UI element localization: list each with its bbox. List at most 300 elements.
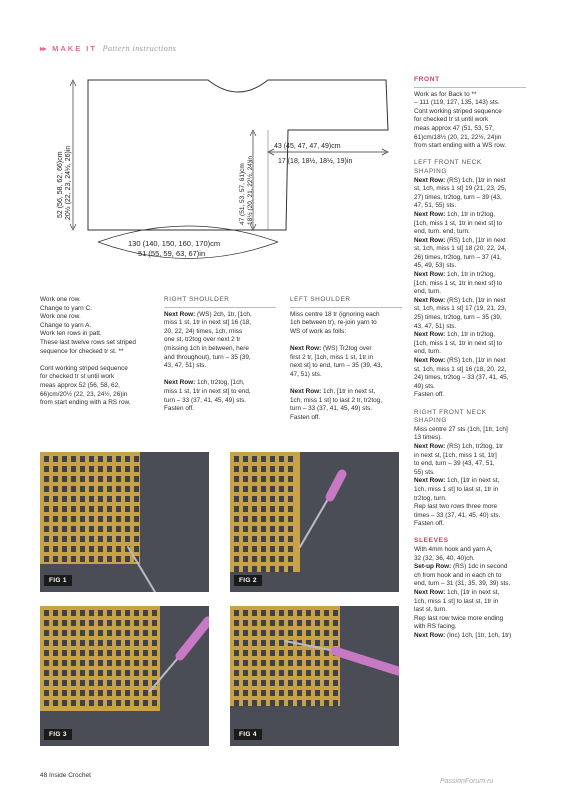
mesh-hole — [288, 690, 293, 696]
mesh-hole — [71, 610, 76, 616]
mesh-hole — [89, 660, 94, 666]
mesh-hole — [107, 466, 112, 472]
mesh-hole — [44, 556, 49, 562]
mesh-hole — [107, 546, 112, 552]
row-label: Next Row: — [164, 310, 196, 318]
text-line: meas approx 47 (51, 53, 57, — [414, 124, 494, 132]
mesh-hole — [315, 690, 320, 696]
mesh-hole — [143, 640, 148, 646]
mesh-hole — [252, 456, 257, 462]
mesh-hole — [279, 630, 284, 636]
mesh-hole — [53, 610, 58, 616]
text-line: LEFT FRONT NECK — [414, 159, 482, 167]
mesh-hole — [71, 496, 76, 502]
mesh-hole — [134, 700, 139, 706]
bottom-width-label: 130 (140, 150, 160, 170)cm — [128, 239, 221, 248]
text-line: end, turn – 31 (31, 35, 39, 39) sts. — [414, 580, 511, 588]
mesh-hole — [288, 466, 293, 472]
mesh-hole — [44, 610, 49, 616]
mesh-hole — [270, 670, 275, 676]
mesh-hole — [134, 670, 139, 676]
text-line: st, 1ch, miss 1 st] 17 (19, 21, 23, — [414, 305, 507, 313]
mesh-hole — [125, 466, 130, 472]
text-line: Fasten off. — [164, 405, 195, 413]
mesh-hole — [270, 546, 275, 552]
mesh-hole — [143, 630, 148, 636]
text-line — [290, 388, 410, 397]
mesh-hole — [53, 620, 58, 626]
text-line: meas approx 52 (56, 58, 62, — [40, 381, 120, 389]
mesh-hole — [44, 456, 49, 462]
mesh-hole — [80, 506, 85, 512]
row-text: (WS) Tr2tog over — [321, 344, 372, 352]
mesh-hole — [62, 536, 67, 542]
mesh-hole — [44, 680, 49, 686]
mesh-hole — [297, 670, 302, 676]
mesh-hole — [234, 496, 239, 502]
mesh-hole — [89, 456, 94, 462]
mesh-hole — [143, 680, 148, 686]
height-mid-in-label: 18½ (20, 21, 22½, 24)in — [247, 155, 254, 225]
mesh-hole — [143, 690, 148, 696]
mesh-hole — [261, 456, 266, 462]
mesh-hole — [62, 546, 67, 552]
mesh-hole — [243, 556, 248, 562]
mesh-hole — [116, 456, 121, 462]
mesh-hole — [134, 650, 139, 656]
mesh-hole — [125, 456, 130, 462]
mesh-hole — [261, 486, 266, 492]
mesh-hole — [261, 610, 266, 616]
mesh-hole — [62, 660, 67, 666]
width-top-in-label: 17 (18, 18½, 18½, 19)in — [278, 158, 353, 165]
row-text: 1ch, 1tr in tr2tog, — [445, 271, 495, 279]
mesh-hole — [297, 620, 302, 626]
text-line: With 4mm hook and yarn A, — [414, 546, 493, 554]
text-line — [414, 237, 532, 246]
mesh-hole — [125, 660, 130, 666]
mesh-hole — [252, 630, 257, 636]
text-line — [414, 357, 532, 366]
mesh-hole — [107, 526, 112, 532]
mesh-hole — [288, 476, 293, 482]
mesh-hole — [333, 630, 338, 636]
mesh-hole — [234, 556, 239, 562]
text-line: first 2 tr, [1ch, miss 1 st, 1tr in — [290, 353, 374, 361]
text-line: Change to yarn C. — [40, 304, 92, 312]
mesh-hole — [288, 650, 293, 656]
text-line: SHAPING — [414, 417, 447, 425]
row-text: (RS) 1ch, [1tr in next — [445, 296, 506, 304]
mesh-hole — [288, 486, 293, 492]
row-text: (RS) 1dc in second — [451, 563, 508, 571]
text-line: 47, 51, 55) sts. — [414, 202, 457, 210]
mesh-hole — [152, 650, 157, 656]
text-line: Miss centre 18 tr (ignoring each — [290, 310, 380, 318]
mesh-hole — [125, 516, 130, 522]
mesh-hole — [252, 700, 257, 706]
text-line: Fasten off. — [290, 413, 321, 421]
mesh-hole — [270, 640, 275, 646]
mesh-hole — [252, 680, 257, 686]
text-line: times – 33 (37, 41, 45, 40) sts. — [414, 511, 501, 519]
mesh-hole — [125, 496, 130, 502]
mesh-hole — [152, 700, 157, 706]
text-line: Fasten off. — [414, 391, 445, 399]
page-footer — [40, 772, 91, 779]
mesh-hole — [279, 516, 284, 522]
left-shoulder-column — [290, 296, 410, 422]
row-text: (WS) 2ch, 1tr, [1ch, — [195, 310, 252, 318]
divider — [290, 307, 402, 308]
text-line: [1ch, miss 1 st, 1tr in next st] to — [414, 219, 503, 227]
mesh-hole — [71, 546, 76, 552]
mesh-hole — [62, 486, 67, 492]
mesh-hole — [71, 536, 76, 542]
mesh-hole — [261, 496, 266, 502]
mesh-hole — [134, 506, 139, 512]
mesh-hole — [297, 610, 302, 616]
text-line: Work one row. — [40, 296, 81, 303]
mesh-hole — [252, 526, 257, 532]
mesh-hole — [234, 610, 239, 616]
mesh-hole — [71, 690, 76, 696]
mesh-hole — [44, 496, 49, 502]
text-line: These last twelve rows set striped — [40, 338, 136, 346]
mesh-hole — [288, 456, 293, 462]
mesh-hole — [80, 640, 85, 646]
mesh-hole — [288, 630, 293, 636]
mesh-hole — [53, 506, 58, 512]
mesh-hole — [279, 690, 284, 696]
mesh-hole — [53, 640, 58, 646]
fig-4-label: FIG 4 — [234, 729, 262, 740]
mesh-hole — [80, 680, 85, 686]
mesh-hole — [125, 486, 130, 492]
text-line: FRONT — [414, 76, 440, 83]
mesh-hole — [261, 526, 266, 532]
mesh-hole — [116, 516, 121, 522]
mesh-hole — [125, 680, 130, 686]
mesh-hole — [279, 496, 284, 502]
text-line: 24) times, tr2tog – 33 (37, 41, 45, — [414, 374, 509, 382]
mesh-hole — [143, 610, 148, 616]
text-line — [414, 177, 532, 186]
text-line: – 111 (119, 127, 135, 143) sts. — [414, 99, 500, 107]
mesh-hole — [125, 640, 130, 646]
mesh-hole — [270, 476, 275, 482]
mesh-hole — [125, 620, 130, 626]
row-label: Next Row: — [414, 271, 446, 279]
mesh-hole — [125, 556, 130, 562]
mesh-hole — [288, 506, 293, 512]
mesh-hole — [71, 670, 76, 676]
mesh-hole — [80, 526, 85, 532]
mesh-hole — [243, 640, 248, 646]
text-line: sequence for checked tr st. ** — [40, 347, 124, 355]
mesh-hole — [315, 620, 320, 626]
mesh-hole — [80, 476, 85, 482]
mesh-hole — [44, 526, 49, 532]
text-line: 27) times, tr2tog, turn – 39 (43, — [414, 193, 502, 201]
text-line — [290, 345, 410, 354]
mesh-hole — [306, 660, 311, 666]
row-text: (RS) 1ch, tr2tog, 1tr — [445, 442, 504, 450]
text-line: WS of work as folls: — [290, 327, 347, 335]
mesh-hole — [152, 610, 157, 616]
mesh-hole — [279, 546, 284, 552]
mesh-hole — [53, 670, 58, 676]
text-line: 66)cm/20½ (22, 23, 24½, 26)in — [40, 390, 128, 398]
mesh-hole — [306, 610, 311, 616]
mesh-hole — [134, 456, 139, 462]
mesh-hole — [234, 546, 239, 552]
mesh-hole — [243, 620, 248, 626]
photo-fig-2 — [230, 452, 399, 592]
text-line — [164, 379, 284, 388]
mesh-hole — [270, 630, 275, 636]
text-line: last st, turn. — [414, 606, 448, 614]
mesh-hole — [116, 620, 121, 626]
mesh-hole — [80, 690, 85, 696]
mesh-hole — [288, 670, 293, 676]
mesh-hole — [98, 670, 103, 676]
mesh-hole — [243, 526, 248, 532]
mesh-hole — [80, 496, 85, 502]
mesh-hole — [234, 640, 239, 646]
mesh-hole — [53, 660, 58, 666]
mesh-hole — [62, 526, 67, 532]
row-label: Next Row: — [164, 379, 196, 387]
text-line: 47, 51) sts. — [290, 370, 322, 378]
mesh-hole — [116, 660, 121, 666]
text-line: Cont working striped sequence — [40, 364, 128, 372]
mesh-hole — [143, 650, 148, 656]
row-label: Next Row: — [290, 344, 322, 352]
mesh-hole — [44, 536, 49, 542]
mesh-hole — [252, 476, 257, 482]
mesh-hole — [80, 660, 85, 666]
mesh-hole — [62, 630, 67, 636]
mesh-hole — [44, 700, 49, 706]
mesh-hole — [107, 610, 112, 616]
mesh-hole — [62, 610, 67, 616]
mesh-hole — [279, 506, 284, 512]
mesh-hole — [152, 640, 157, 646]
mesh-hole — [243, 516, 248, 522]
mesh-hole — [143, 620, 148, 626]
text-line: 43, 47, 51) sts. — [164, 362, 207, 370]
mesh-hole — [234, 660, 239, 666]
text-line: 25) times, tr2tog, turn – 35 (39, — [414, 314, 502, 322]
row-label: Next Row: — [414, 632, 446, 639]
divider — [414, 87, 526, 88]
mesh-hole — [234, 456, 239, 462]
mesh-hole — [297, 630, 302, 636]
mesh-hole — [288, 536, 293, 542]
mesh-hole — [252, 650, 257, 656]
mesh-hole — [252, 690, 257, 696]
text-line: 26) times, tr2tog, turn – 37 (41, — [414, 253, 502, 261]
mesh-hole — [134, 466, 139, 472]
mesh-hole — [234, 700, 239, 706]
mesh-hole — [315, 610, 320, 616]
front-and-sleeves-column — [414, 76, 532, 641]
mesh-hole — [71, 650, 76, 656]
mesh-hole — [234, 566, 239, 572]
mesh-hole — [98, 610, 103, 616]
mesh-hole — [143, 700, 148, 706]
mesh-hole — [243, 610, 248, 616]
text-line — [414, 331, 532, 340]
text-line: Rep last row twice more ending — [414, 614, 504, 622]
mesh-hole — [107, 660, 112, 666]
mesh-hole — [80, 516, 85, 522]
mesh-hole — [279, 610, 284, 616]
mesh-hole — [53, 650, 58, 656]
mesh-hole — [98, 456, 103, 462]
mesh-hole — [315, 670, 320, 676]
row-text: 1ch, [1tr in next st, — [321, 387, 376, 395]
mesh-hole — [62, 476, 67, 482]
mesh-hole — [279, 476, 284, 482]
mesh-hole — [297, 680, 302, 686]
mesh-hole — [98, 516, 103, 522]
mesh-hole — [306, 690, 311, 696]
mesh-hole — [152, 620, 157, 626]
mesh-hole — [80, 670, 85, 676]
mesh-hole — [270, 620, 275, 626]
mesh-hole — [44, 670, 49, 676]
mesh-hole — [80, 700, 85, 706]
row-label: Next Row: — [414, 236, 446, 244]
mesh-hole — [252, 486, 257, 492]
text-line: st, 1ch, miss 1 st] 16 (18, 20, 22, — [414, 365, 507, 373]
mesh-hole — [279, 466, 284, 472]
mesh-hole — [89, 516, 94, 522]
mesh-hole — [116, 466, 121, 472]
mesh-hole — [261, 690, 266, 696]
mesh-hole — [279, 680, 284, 686]
text-line: st, 1ch, miss 1 st] 18 (20, 22, 24, — [414, 245, 507, 253]
mesh-hole — [98, 690, 103, 696]
mesh-hole — [306, 620, 311, 626]
mesh-hole — [261, 506, 266, 512]
mesh-hole — [89, 496, 94, 502]
mesh-hole — [62, 700, 67, 706]
mesh-hole — [62, 640, 67, 646]
mesh-hole — [134, 610, 139, 616]
row-label: Next Row: — [414, 589, 446, 597]
mesh-hole — [44, 546, 49, 552]
mesh-hole — [116, 476, 121, 482]
left-shoulder-heading: LEFT SHOULDER — [290, 296, 351, 303]
mesh-hole — [243, 690, 248, 696]
mesh-hole — [116, 650, 121, 656]
mesh-hole — [152, 630, 157, 636]
mesh-hole — [134, 630, 139, 636]
mesh-hole — [333, 610, 338, 616]
mesh-hole — [89, 630, 94, 636]
text-line: 55) sts. — [414, 468, 435, 476]
text-line: st, 1ch, miss 1 st] 19 (21, 23, 25, — [414, 185, 507, 193]
mesh-hole — [53, 630, 58, 636]
mesh-hole — [243, 670, 248, 676]
mesh-hole — [315, 700, 320, 706]
mesh-hole — [71, 526, 76, 532]
height-mid-label: 47 (51, 53, 57, 61)cm — [239, 163, 246, 225]
mesh-hole — [98, 506, 103, 512]
mesh-hole — [116, 690, 121, 696]
mesh-hole — [315, 680, 320, 686]
mesh-hole — [98, 546, 103, 552]
text-line: Work one row. — [40, 313, 81, 321]
text-line: 32 (32, 36, 40, 40)ch. — [414, 554, 475, 562]
mesh-hole — [234, 486, 239, 492]
row-text: 1ch, 1tr in tr2tog, — [445, 331, 495, 339]
mesh-hole — [62, 690, 67, 696]
mesh-hole — [243, 506, 248, 512]
photo-fig-3 — [40, 606, 209, 746]
mesh-hole — [279, 526, 284, 532]
text-line: miss 1 st, 1tr in next st] 16 (18, — [164, 319, 252, 327]
mesh-hole — [125, 670, 130, 676]
text-line: 1ch, miss 1 st] to last 2 tr, tr2tog, — [290, 396, 382, 404]
text-line: Miss centre 27 sts (1ch, [1tr, 1ch] — [414, 425, 508, 433]
photo-fig-1 — [40, 452, 209, 592]
mesh-hole — [71, 700, 76, 706]
mesh-hole — [252, 496, 257, 502]
mesh-hole — [98, 700, 103, 706]
mesh-hole — [243, 630, 248, 636]
mesh-hole — [98, 620, 103, 626]
mesh-hole — [152, 690, 157, 696]
mesh-hole — [324, 690, 329, 696]
mesh-hole — [288, 700, 293, 706]
text-line: ch from hook and in each ch to — [414, 571, 502, 579]
mesh-hole — [243, 536, 248, 542]
text-line: turn – 33 (37, 41, 45, 49) sts. — [290, 405, 373, 413]
mesh-hole — [134, 486, 139, 492]
mesh-hole — [44, 650, 49, 656]
text-line — [414, 477, 532, 486]
mesh-hole — [134, 536, 139, 542]
text-line: miss 1 st, 1tr in next st] to end, — [164, 387, 251, 395]
text-line: 13 times). — [414, 434, 443, 442]
mesh-hole — [134, 476, 139, 482]
mesh-hole — [261, 566, 266, 572]
text-line: [1ch, miss 1 st, 1tr in next st] to — [414, 339, 503, 347]
mesh-hole — [53, 476, 58, 482]
mesh-hole — [125, 506, 130, 512]
mesh-hole — [80, 556, 85, 562]
mesh-hole — [279, 660, 284, 666]
mesh-hole — [306, 630, 311, 636]
mesh-hole — [53, 516, 58, 522]
mesh-hole — [270, 690, 275, 696]
text-line: 61)cm/18½ (20, 21, 22½, 24)in — [414, 133, 502, 141]
text-line: Change to yarn A. — [40, 321, 92, 329]
mesh-hole — [261, 516, 266, 522]
row-label: Next Row: — [414, 296, 446, 304]
mesh-hole — [324, 650, 329, 656]
mesh-hole — [53, 700, 58, 706]
row-label: Next Row: — [414, 210, 446, 218]
mesh-hole — [134, 546, 139, 552]
instructions-column-1 — [40, 296, 160, 408]
row-text: (RS) 1ch, [1tr in next — [445, 176, 506, 184]
mesh-hole — [125, 690, 130, 696]
